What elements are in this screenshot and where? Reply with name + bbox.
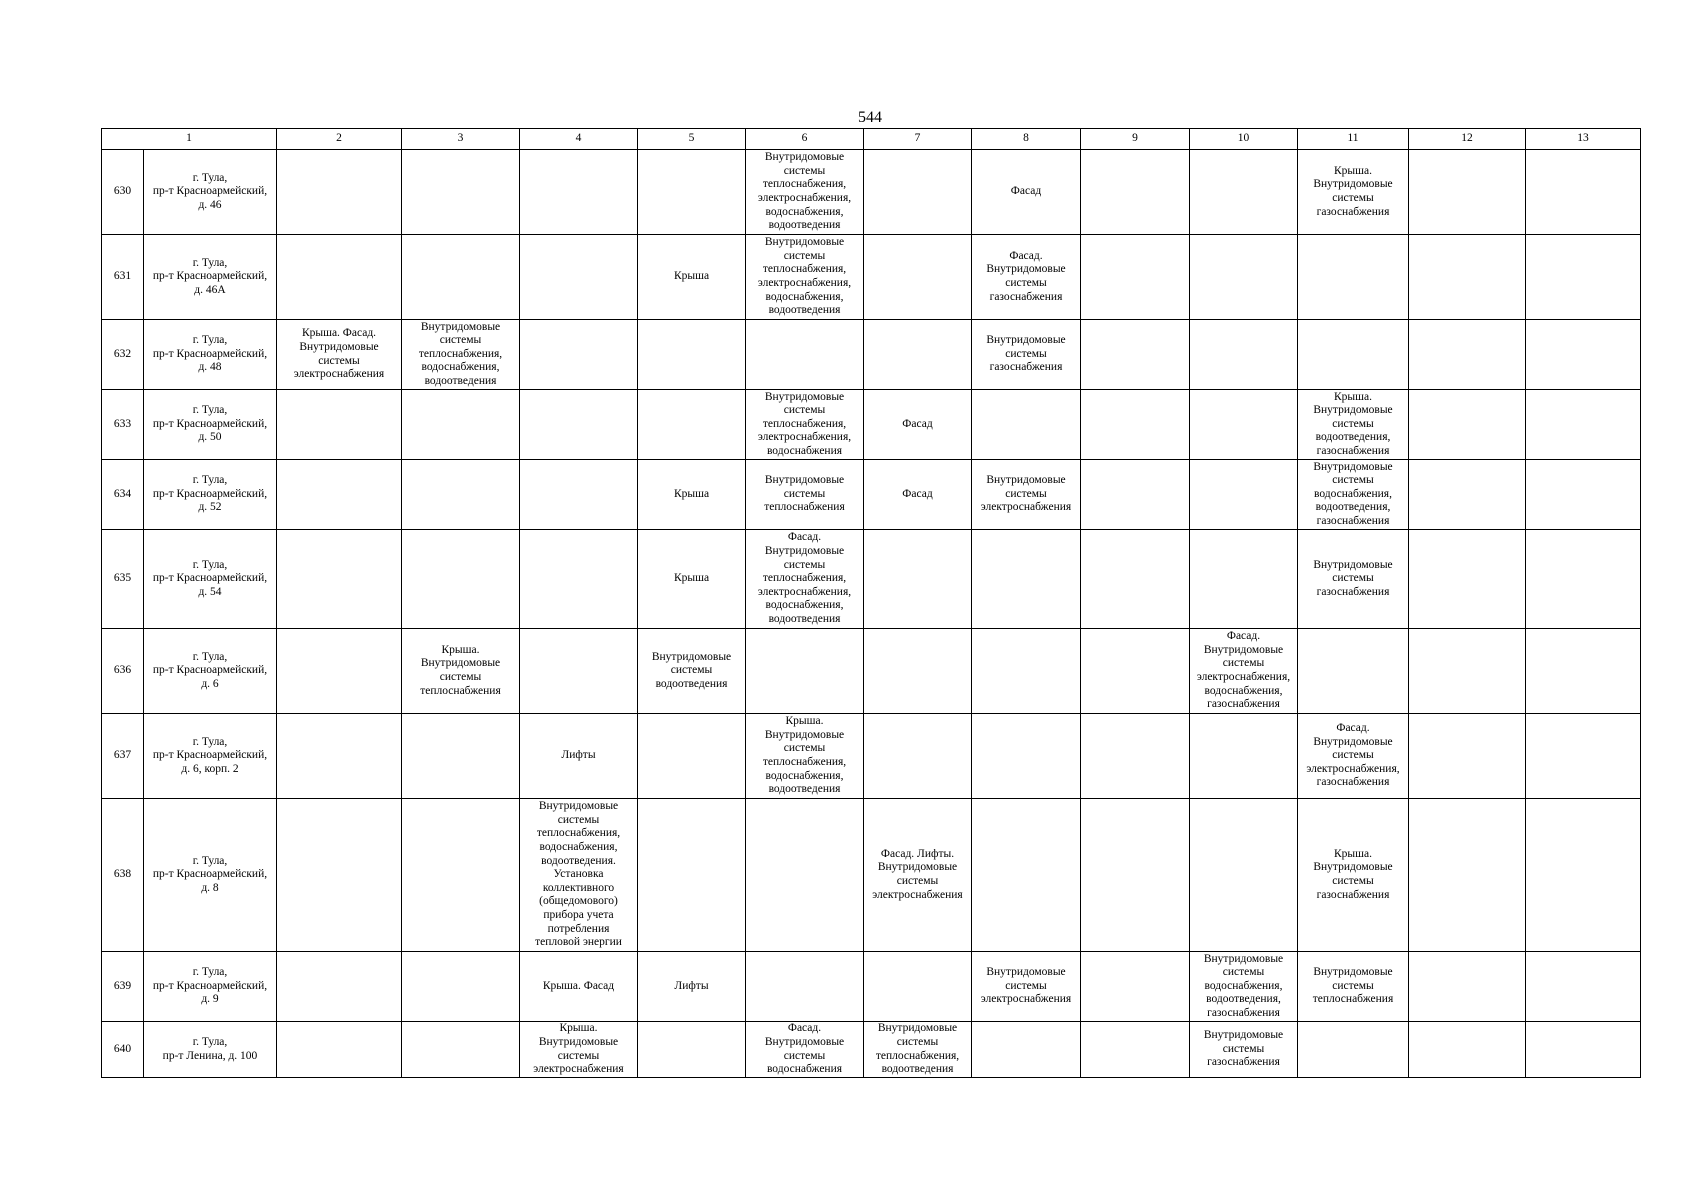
address-cell: г. Тула, пр-т Красноармейский, д. 6 (144, 629, 277, 714)
table-row (102, 1022, 1641, 1078)
table-body (102, 129, 1641, 1078)
col-11-cell: Внутридомовые системы теплоснабжения (1298, 952, 1409, 1022)
col-8-cell: Внутридомовые системы электроснабжения (972, 460, 1081, 530)
col-4-cell (520, 150, 638, 235)
table-row (102, 952, 1641, 1022)
col-6-cell: Внутридомовые системы теплоснабжения (746, 460, 864, 530)
col-5-cell: Внутридомовые системы водоотведения (638, 629, 746, 714)
col-7-cell: Внутридомовые системы теплоснабжения, водоотведения (864, 1022, 972, 1078)
col-7-cell (864, 235, 972, 320)
col-6-cell: Внутридомовые системы теплоснабжения, электроснабжения, водоснабжения, водоотведения (746, 150, 864, 235)
col-3-cell (402, 150, 520, 235)
col-3-cell (402, 952, 520, 1022)
col-13-cell (1526, 952, 1641, 1022)
col-13-cell (1526, 320, 1641, 390)
address-cell: г. Тула, пр-т Красноармейский, д. 9 (144, 952, 277, 1022)
col-8-cell (972, 530, 1081, 629)
header-cell: 10 (1190, 129, 1298, 150)
col-2-cell (277, 799, 402, 952)
page-number: 544 (858, 109, 882, 126)
row-number-cell: 632 (102, 320, 144, 390)
col-7-cell (864, 952, 972, 1022)
row-number-cell: 639 (102, 952, 144, 1022)
table-row (102, 235, 1641, 320)
header-cell: 11 (1298, 129, 1409, 150)
col-6-cell (746, 799, 864, 952)
col-6-cell (746, 629, 864, 714)
col-12-cell (1409, 530, 1526, 629)
col-13-cell (1526, 150, 1641, 235)
table-row (102, 714, 1641, 799)
col-7-cell: Фасад (864, 460, 972, 530)
col-8-cell: Внутридомовые системы электроснабжения (972, 952, 1081, 1022)
col-2-cell (277, 714, 402, 799)
col-11-cell: Крыша. Внутридомовые системы водоотведения, газоснабжения (1298, 390, 1409, 460)
col-4-cell (520, 460, 638, 530)
header-row (102, 129, 1641, 150)
col-6-cell (746, 952, 864, 1022)
col-11-cell: Крыша. Внутридомовые системы газоснабжения (1298, 150, 1409, 235)
col-9-cell (1081, 320, 1190, 390)
col-3-cell: Внутридомовые системы теплоснабжения, водоснабжения, водоотведения (402, 320, 520, 390)
address-cell: г. Тула, пр-т Красноармейский, д. 50 (144, 390, 277, 460)
col-9-cell (1081, 235, 1190, 320)
col-10-cell: Фасад. Внутридомовые системы электроснабжения, водоснабжения, газоснабжения (1190, 629, 1298, 714)
col-11-cell: Внутридомовые системы газоснабжения (1298, 530, 1409, 629)
row-number-cell: 640 (102, 1022, 144, 1078)
col-5-cell (638, 714, 746, 799)
row-number-cell: 637 (102, 714, 144, 799)
col-2-cell (277, 150, 402, 235)
col-13-cell (1526, 390, 1641, 460)
col-5-cell (638, 320, 746, 390)
col-10-cell (1190, 530, 1298, 629)
table-row (102, 390, 1641, 460)
col-8-cell (972, 799, 1081, 952)
col-7-cell (864, 320, 972, 390)
table-row (102, 799, 1641, 952)
col-10-cell (1190, 320, 1298, 390)
col-13-cell (1526, 460, 1641, 530)
col-8-cell: Фасад. Внутридомовые системы газоснабжения (972, 235, 1081, 320)
col-2-cell (277, 390, 402, 460)
header-cell: 5 (638, 129, 746, 150)
table-row (102, 530, 1641, 629)
header-cell: 13 (1526, 129, 1641, 150)
header-cell: 12 (1409, 129, 1526, 150)
col-3-cell (402, 799, 520, 952)
col-7-cell: Фасад. Лифты. Внутридомовые системы электроснабжения (864, 799, 972, 952)
col-10-cell (1190, 390, 1298, 460)
col-12-cell (1409, 629, 1526, 714)
address-cell: г. Тула, пр-т Красноармейский, д. 54 (144, 530, 277, 629)
col-4-cell (520, 629, 638, 714)
col-2-cell: Крыша. Фасад. Внутридомовые системы электроснабжения (277, 320, 402, 390)
col-3-cell (402, 530, 520, 629)
col-12-cell (1409, 799, 1526, 952)
col-3-cell (402, 1022, 520, 1078)
row-number-cell: 638 (102, 799, 144, 952)
col-7-cell: Фасад (864, 390, 972, 460)
address-cell: г. Тула, пр-т Красноармейский, д. 46А (144, 235, 277, 320)
col-4-cell: Крыша. Фасад (520, 952, 638, 1022)
col-13-cell (1526, 1022, 1641, 1078)
col-11-cell: Фасад. Внутридомовые системы электроснабжения, газоснабжения (1298, 714, 1409, 799)
col-9-cell (1081, 150, 1190, 235)
col-8-cell (972, 1022, 1081, 1078)
col-9-cell (1081, 390, 1190, 460)
col-12-cell (1409, 390, 1526, 460)
col-12-cell (1409, 1022, 1526, 1078)
col-11-cell (1298, 235, 1409, 320)
header-cell: 2 (277, 129, 402, 150)
row-number-cell: 631 (102, 235, 144, 320)
col-4-cell (520, 320, 638, 390)
address-cell: г. Тула, пр-т Красноармейский, д. 48 (144, 320, 277, 390)
col-10-cell (1190, 799, 1298, 952)
col-7-cell (864, 714, 972, 799)
col-9-cell (1081, 799, 1190, 952)
col-5-cell (638, 799, 746, 952)
table-row (102, 460, 1641, 530)
col-8-cell (972, 714, 1081, 799)
address-cell: г. Тула, пр-т Красноармейский, д. 52 (144, 460, 277, 530)
col-3-cell (402, 714, 520, 799)
col-6-cell: Крыша. Внутридомовые системы теплоснабжения, водоснабжения, водоотведения (746, 714, 864, 799)
table-row (102, 320, 1641, 390)
row-number-cell: 635 (102, 530, 144, 629)
col-11-cell (1298, 320, 1409, 390)
col-13-cell (1526, 714, 1641, 799)
col-2-cell (277, 952, 402, 1022)
col-13-cell (1526, 530, 1641, 629)
col-9-cell (1081, 530, 1190, 629)
col-12-cell (1409, 460, 1526, 530)
col-13-cell (1526, 235, 1641, 320)
header-cell: 1 (102, 129, 277, 150)
col-5-cell: Крыша (638, 460, 746, 530)
col-6-cell: Фасад. Внутридомовые системы водоснабжения (746, 1022, 864, 1078)
address-cell: г. Тула, пр-т Красноармейский, д. 6, корп. 2 (144, 714, 277, 799)
row-number-cell: 636 (102, 629, 144, 714)
col-9-cell (1081, 629, 1190, 714)
row-number-cell: 634 (102, 460, 144, 530)
col-3-cell (402, 235, 520, 320)
col-6-cell: Фасад. Внутридомовые системы теплоснабжения, электроснабжения, водоснабжения, водоотведения (746, 530, 864, 629)
col-11-cell (1298, 629, 1409, 714)
col-12-cell (1409, 952, 1526, 1022)
col-9-cell (1081, 952, 1190, 1022)
header-cell: 9 (1081, 129, 1190, 150)
col-6-cell: Внутридомовые системы теплоснабжения, электроснабжения, водоснабжения, водоотведения (746, 235, 864, 320)
col-2-cell (277, 629, 402, 714)
col-5-cell (638, 390, 746, 460)
col-9-cell (1081, 1022, 1190, 1078)
col-10-cell (1190, 460, 1298, 530)
header-cell: 8 (972, 129, 1081, 150)
table-row (102, 629, 1641, 714)
col-6-cell (746, 320, 864, 390)
col-12-cell (1409, 150, 1526, 235)
col-4-cell (520, 530, 638, 629)
col-10-cell (1190, 235, 1298, 320)
col-11-cell: Внутридомовые системы водоснабжения, водоотведения, газоснабжения (1298, 460, 1409, 530)
address-cell: г. Тула, пр-т Красноармейский, д. 46 (144, 150, 277, 235)
header-cell: 4 (520, 129, 638, 150)
col-2-cell (277, 235, 402, 320)
col-12-cell (1409, 235, 1526, 320)
col-10-cell: Внутридомовые системы газоснабжения (1190, 1022, 1298, 1078)
col-7-cell (864, 530, 972, 629)
col-5-cell: Крыша (638, 530, 746, 629)
col-13-cell (1526, 629, 1641, 714)
table-row (102, 150, 1641, 235)
col-12-cell (1409, 714, 1526, 799)
col-2-cell (277, 530, 402, 629)
col-4-cell (520, 235, 638, 320)
col-11-cell: Крыша. Внутридомовые системы газоснабжения (1298, 799, 1409, 952)
col-10-cell (1190, 714, 1298, 799)
col-8-cell (972, 390, 1081, 460)
col-8-cell: Фасад (972, 150, 1081, 235)
repair-schedule-table (101, 128, 1641, 1078)
col-13-cell (1526, 799, 1641, 952)
col-8-cell: Внутридомовые системы газоснабжения (972, 320, 1081, 390)
col-9-cell (1081, 460, 1190, 530)
col-5-cell (638, 150, 746, 235)
col-5-cell: Крыша (638, 235, 746, 320)
address-cell: г. Тула, пр-т Ленина, д. 100 (144, 1022, 277, 1078)
col-2-cell (277, 460, 402, 530)
col-9-cell (1081, 714, 1190, 799)
col-4-cell (520, 390, 638, 460)
col-4-cell: Крыша. Внутридомовые системы электроснабжения (520, 1022, 638, 1078)
col-6-cell: Внутридомовые системы теплоснабжения, электроснабжения, водоснабжения (746, 390, 864, 460)
col-8-cell (972, 629, 1081, 714)
col-2-cell (277, 1022, 402, 1078)
header-cell: 6 (746, 129, 864, 150)
header-cell: 7 (864, 129, 972, 150)
col-3-cell (402, 390, 520, 460)
row-number-cell: 630 (102, 150, 144, 235)
col-7-cell (864, 150, 972, 235)
row-number-cell: 633 (102, 390, 144, 460)
col-3-cell: Крыша. Внутридомовые системы теплоснабжения (402, 629, 520, 714)
col-5-cell (638, 1022, 746, 1078)
col-4-cell: Лифты (520, 714, 638, 799)
address-cell: г. Тула, пр-т Красноармейский, д. 8 (144, 799, 277, 952)
col-12-cell (1409, 320, 1526, 390)
col-10-cell (1190, 150, 1298, 235)
col-7-cell (864, 629, 972, 714)
col-5-cell: Лифты (638, 952, 746, 1022)
header-cell: 3 (402, 129, 520, 150)
col-10-cell: Внутридомовые системы водоснабжения, водоотведения, газоснабжения (1190, 952, 1298, 1022)
col-11-cell (1298, 1022, 1409, 1078)
col-4-cell: Внутридомовые системы теплоснабжения, водоснабжения, водоотведения. Установка коллективного (общедомового) прибора учета потребления тепловой энергии (520, 799, 638, 952)
col-3-cell (402, 460, 520, 530)
